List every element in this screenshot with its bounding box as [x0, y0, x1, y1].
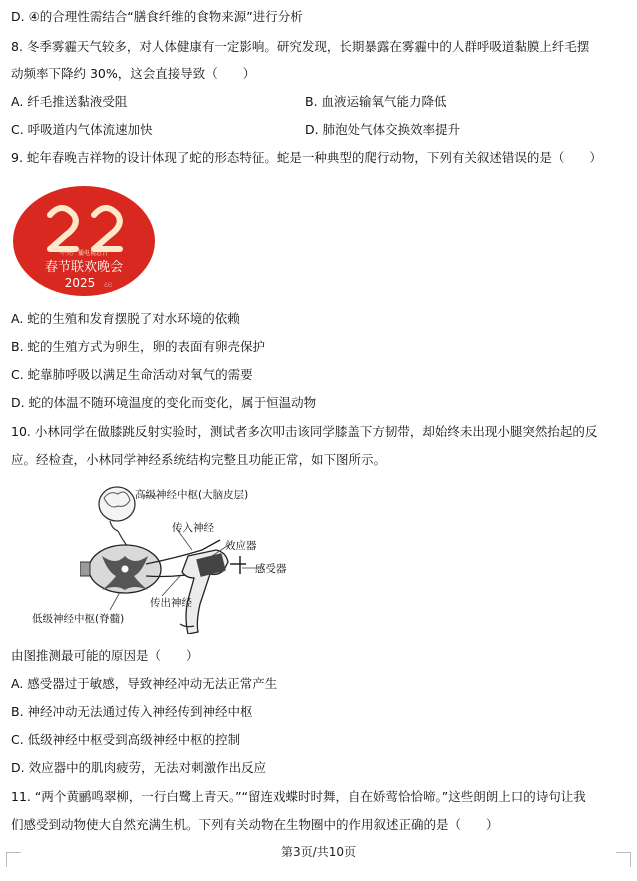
- q9-option-c: C. 蛇靠肺呼吸以满足生命活动对氧气的需要: [11, 367, 253, 382]
- page-footer: 第3页/共10页: [281, 845, 356, 859]
- knee-reflex-diagram: [32, 484, 340, 637]
- head-icon: [99, 487, 135, 531]
- logo-year: 2025: [64, 276, 96, 290]
- q10-option-d: D. 效应器中的肌肉疲劳，无法对刺激作出反应: [11, 760, 267, 775]
- label-afferent-nerve: 传入神经: [172, 522, 214, 534]
- q8-stem-2: 动频率下降约 30%，这会直接导致（ ）: [11, 66, 256, 81]
- logo-org: 中央广播电视总台: [59, 250, 109, 257]
- q8-option-c: C. 呼吸道内气体流速加快: [11, 122, 153, 137]
- q8-option-d: D. 肺泡处气体交换效率提升: [305, 122, 461, 137]
- q10-option-b: B. 神经冲动无法通过传入神经传到神经中枢: [11, 704, 253, 719]
- spring-festival-gala-logo: [12, 185, 156, 300]
- label-effector: 效应器: [225, 540, 257, 552]
- leg-icon: [180, 550, 228, 634]
- q8-option-a: A. 纤毛推送黏液受阻: [11, 94, 128, 109]
- q8-stem-1: 8. 冬季雾霾天气较多，对人体健康有一定影响。研究发现，长期暴露在雾霾中的人群呼吸道黏膜上纤毛摆: [11, 39, 590, 54]
- q10-option-c: C. 低级神经中枢受到高级神经中枢的控制: [11, 732, 241, 747]
- q10-option-a: A. 感受器过于敏感，导致神经冲动无法正常产生: [11, 676, 278, 691]
- header-line: D. ④的合理性需结合“膳食纤维的食物来源”进行分析: [11, 9, 303, 24]
- logo-name: 春节联欢晚会: [44, 260, 124, 275]
- q10-stem-1: 10. 小林同学在做膝跳反射实验时，测试者多次叩击该同学膝盖下方韧带，却始终未出现小腿突然抬起的反: [11, 424, 598, 439]
- label-brain-center: 高级神经中枢(大脑皮层): [135, 489, 249, 501]
- q9-stem: 9. 蛇年春晚吉祥物的设计体现了蛇的形态特征。蛇是一种典型的爬行动物，下列有关叙述错误的是（ ）: [11, 150, 602, 165]
- reflex-hammer-icon: [230, 556, 246, 574]
- q9-option-a: A. 蛇的生殖和发育摆脱了对水环境的依赖: [11, 311, 240, 326]
- corner-mark-right: [616, 852, 631, 867]
- q11-stem-2: 们感受到动物使大自然充满生机。下列有关动物在生物圈中的作用叙述正确的是（ ）: [11, 817, 499, 832]
- q10-stem-2: 应。经检查，小林同学神经系统结构完整且功能正常，如下图所示。: [11, 452, 387, 467]
- q11-stem-1: 11. “两个黄鹂鸣翠柳，一行白鹭上青天。”“留连戏蝶时时舞，自在娇莺恰恰啼。”这些朗朗上口的诗句让我: [11, 789, 586, 804]
- q9-option-d: D. 蛇的体温不随环境温度的变化而变化，属于恒温动物: [11, 395, 317, 410]
- q8-option-b: B. 血液运输氧气能力降低: [305, 94, 447, 109]
- q9-option-b: B. 蛇的生殖方式为卵生，卵的表面有卵壳保护: [11, 339, 266, 354]
- label-receptor: 感受器: [255, 563, 287, 575]
- label-spinal-center: 低级神经中枢(脊髓): [32, 613, 125, 625]
- label-efferent-nerve: 传出神经: [150, 597, 192, 609]
- logo-year-tag: 乙巳: [104, 282, 112, 287]
- q10-question: 由图推测最可能的原因是（ ）: [11, 648, 199, 663]
- corner-mark-left: [6, 852, 21, 867]
- spinal-cord-section-icon: [80, 545, 161, 593]
